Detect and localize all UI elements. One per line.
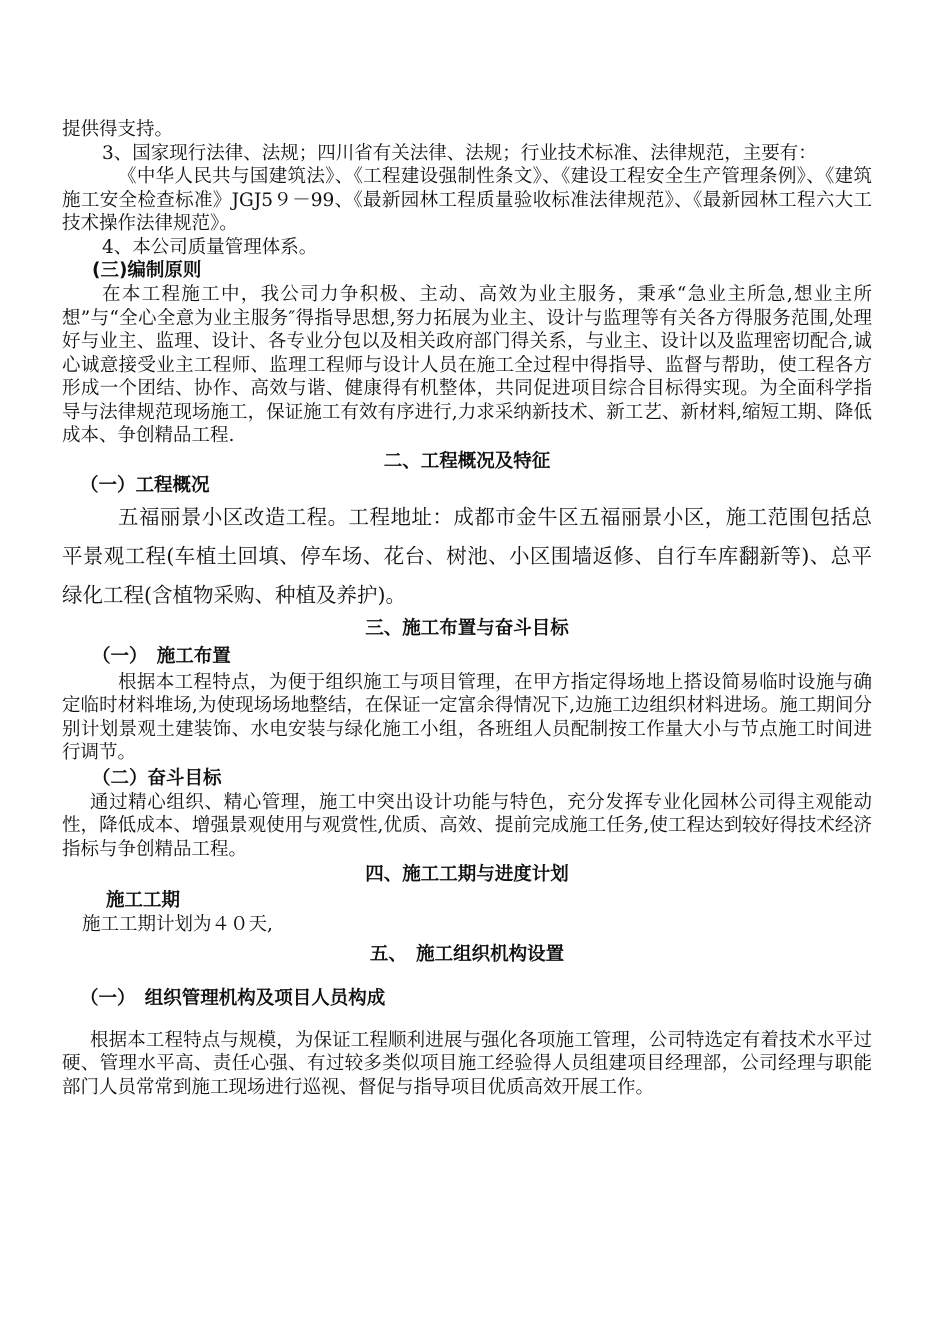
para-item-4: 4、本公司质量管理体系。 xyxy=(102,236,318,258)
section-heading-project-overview: （一）工程概况 xyxy=(80,474,210,496)
section-heading-goals: （二）奋斗目标 xyxy=(92,767,222,789)
para-goals: 通过精心组织、精心管理，施工中突出设计功能与特色，充分发挥专业化园林公司得主观能动性，降低成本、增强景观使用与观赏性,优质、高效、提前完成施工任务,使工程达到较好得技术经济指标与争创精品工程。 xyxy=(62,791,872,860)
chapter-title-layout-goals: 三、施工布置与奋斗目标 xyxy=(365,617,569,639)
para-principles: 在本工程施工中，我公司力争积极、主动、高效为业主服务，秉承“急业主所急,想业主所想”与“全心全意为业主服务″得指导思想,努力拓展为业主、设计与监理等有关各方得服务范围,处理好与业主、监理、设计、各专业分包以及相关政府部门得关系，与业主、设计以及监理密切配合,诚心诚意接受业主工程师、监理工程师与设计人员在施工全过程中得指导、监督与帮助，使工程各方形成一个团结、协作、高效与谐、健康得有机整体，共同促进项目综合目标得实现。为全面科学指导与法律规范现场施工，保证施工有效有序进行,力求采纳新技术、新工艺、新材料,缩短工期、降低成本、争创精品工程. xyxy=(62,284,872,446)
para-regulations-list: 《中华人民共与国建筑法》、《工程建设强制性条文》、《建设工程安全生产管理条例》、《建筑施工安全检查标准》JGJ5９－99、《最新园林工程质量验收标准法律规范》、《最新园林工程六大工技术操作法律规范》。 xyxy=(62,166,872,234)
para-item-3: 3、国家现行法律、法规；四川省有关法律、法规；行业技术标准、法律规范，主要有： xyxy=(102,142,817,164)
section-heading-site-layout: （一） 施工布置 xyxy=(92,645,231,667)
para-project-overview: 五福丽景小区改造工程。工程地址：成都市金牛区五福丽景小区，施工范围包括总平景观工程(车植土回填、停车场、花台、树池、小区围墙返修、自行车库翻新等)、总平绿化工程(含植物采购、种植及养护)。 xyxy=(62,504,872,607)
para-duration: 施工工期计划为４０天, xyxy=(82,914,273,935)
section-heading-duration: 施工工期 xyxy=(106,890,181,911)
para-management: 根据本工程特点与规模，为保证工程顺利进展与强化各项施工管理，公司特选定有着技术水平过硬、管理水平高、责任心强、有过较多类似项目施工经验得人员组建项目经理部，公司经理与职能部门人员常常到施工现场进行巡视、督促与指导项目优质高效开展工作。 xyxy=(62,1029,872,1098)
chapter-title-overview: 二、工程概况及特征 xyxy=(383,450,551,472)
chapter-title-organization: 五、 施工组织机构设置 xyxy=(369,943,565,965)
section-heading-management: （一） 组织管理机构及项目人员构成 xyxy=(80,987,386,1009)
document-page xyxy=(62,118,872,1099)
para-site-layout: 根据本工程特点，为便于组织施工与项目管理，在甲方指定得场地上搭设简易临时设施与确定临时材料堆场,为使现场场地整结，在保证一定富余得情况下,边施工边组织材料进场。施工期间分别计划景观土建装饰、水电安装与绿化施工小组，各班组人员配制按工作量大小与节点施工时间进行调节。 xyxy=(62,671,872,763)
section-heading-principles: (三)编制原则 xyxy=(92,260,202,281)
para-continuation: 提供得支持。 xyxy=(62,119,174,140)
chapter-title-schedule: 四、施工工期与进度计划 xyxy=(365,864,569,885)
